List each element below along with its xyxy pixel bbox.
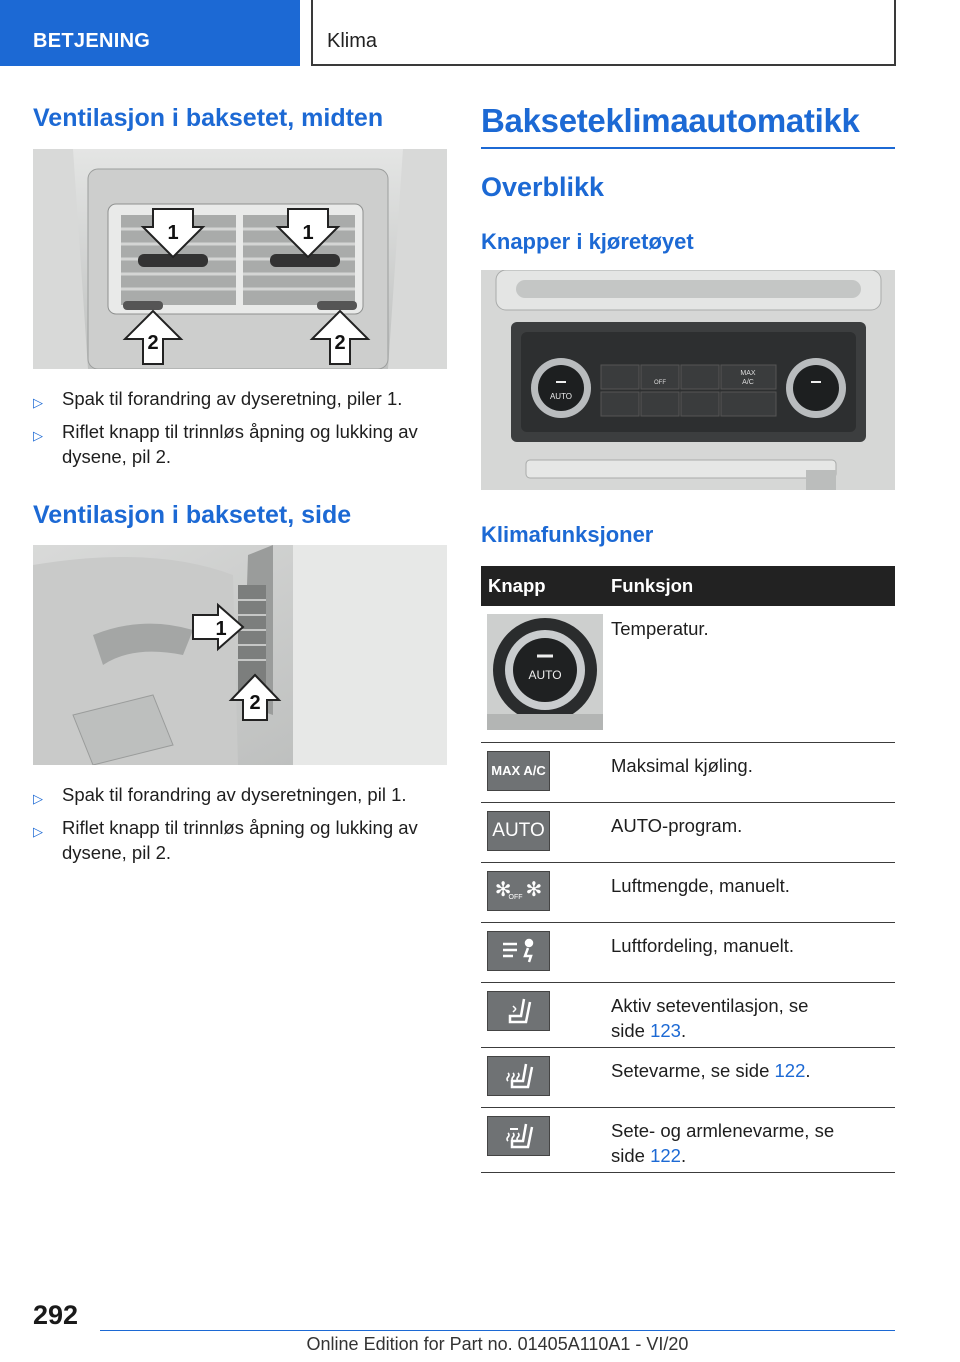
seat-ventilation-icon bbox=[487, 991, 550, 1031]
callout-1a: 1 bbox=[167, 222, 179, 244]
photo-rear-side-vent bbox=[33, 545, 447, 765]
callout-2b: 2 bbox=[334, 332, 346, 354]
chapter-tab bbox=[0, 0, 300, 66]
callout-side-2: 2 bbox=[249, 692, 261, 714]
col-header-function: Funksjon bbox=[604, 566, 895, 606]
panel-max-label: MAX bbox=[740, 370, 756, 377]
triangle-bullet-icon: ▷ bbox=[33, 824, 43, 839]
table-row bbox=[481, 1047, 895, 1107]
page-number: 292 bbox=[33, 1300, 79, 1330]
panel-off-label: OFF bbox=[654, 380, 666, 386]
table-row bbox=[481, 982, 895, 1047]
triangle-bullet-icon: ▷ bbox=[33, 395, 43, 410]
table-row bbox=[481, 862, 895, 922]
function-text: Maksimal kjøling. bbox=[604, 742, 895, 802]
seat-heating-icon bbox=[487, 1056, 550, 1096]
col-header-button: Knapp bbox=[481, 566, 604, 606]
max-ac-icon: MAX A/C bbox=[487, 751, 550, 791]
subtitle-overview: Overblikk bbox=[481, 172, 605, 202]
table-row bbox=[481, 742, 895, 802]
air-distribution-icon bbox=[487, 931, 550, 971]
fan-icon: ✻ OFF ✻ bbox=[487, 871, 550, 911]
table-row bbox=[481, 606, 895, 742]
chapter-label: BETJENING bbox=[33, 30, 151, 52]
edition-note: Online Edition for Part no. 01405A110A1 - VI/20 bbox=[306, 1334, 689, 1354]
page-link[interactable]: 122 bbox=[774, 1059, 806, 1081]
page-link[interactable]: 123 bbox=[650, 1019, 681, 1041]
bullet-list-center-vent bbox=[33, 386, 447, 477]
function-text: Luftmengde, manuelt. bbox=[604, 862, 895, 922]
topic-label: Klima bbox=[327, 30, 378, 52]
table-header-row bbox=[481, 566, 895, 606]
panel-auto-label: AUTO bbox=[549, 392, 573, 401]
page-link[interactable]: 122 bbox=[650, 1144, 681, 1166]
svg-text:AUTO: AUTO bbox=[528, 668, 562, 682]
table-row bbox=[481, 802, 895, 862]
function-text: Aktiv seteventilasjon, se side 123. bbox=[604, 982, 895, 1047]
callout-side-1: 1 bbox=[215, 618, 227, 640]
bullet-list-side-vent bbox=[33, 782, 447, 873]
list-item: ▷ Spak til forandring av dyseretning, piler 1. bbox=[33, 386, 447, 411]
photo-rear-center-vents bbox=[33, 149, 447, 369]
list-item: ▷ Riflet knapp til trinnløs åpning og lukking av dysene, pil 2. bbox=[33, 817, 418, 863]
subtitle-climate-functions: Klimafunksjoner bbox=[481, 522, 654, 547]
callout-1b: 1 bbox=[302, 222, 314, 244]
auto-icon: AUTO bbox=[487, 811, 550, 851]
list-item: ▷ Spak til forandring av dyseretningen, pil 1. bbox=[33, 782, 447, 807]
function-text: Setevarme, se side 122. bbox=[604, 1047, 895, 1107]
seat-armrest-heating-icon bbox=[487, 1116, 550, 1156]
function-text: Temperatur. bbox=[604, 606, 895, 742]
temperature-knob-icon bbox=[487, 614, 603, 730]
function-text: Sete- og armlenevarme, se side 122. bbox=[604, 1107, 895, 1172]
section-title-rear-side-vent: Ventilasjon i baksetet, side bbox=[33, 501, 352, 529]
list-item: ▷ Riflet knapp til trinnløs åpning og lukking av dysene, pil 2. bbox=[33, 421, 418, 467]
callout-2a: 2 bbox=[147, 332, 159, 354]
footer-divider bbox=[100, 1330, 895, 1331]
section-title-rear-center-vent: Ventilasjon i baksetet, midten bbox=[33, 104, 384, 132]
page-title: Baksetеklimaautomatikk bbox=[481, 102, 895, 149]
subtitle-buttons: Knapper i kjøretøyet bbox=[481, 229, 694, 254]
photo-rear-climate-panel bbox=[481, 270, 895, 490]
triangle-bullet-icon: ▷ bbox=[33, 428, 43, 443]
function-text: AUTO-program. bbox=[604, 802, 895, 862]
table-row bbox=[481, 1107, 895, 1172]
topic-tab bbox=[311, 0, 896, 66]
table-row bbox=[481, 922, 895, 982]
triangle-bullet-icon: ▷ bbox=[33, 791, 43, 806]
climate-functions-table bbox=[481, 566, 895, 1173]
function-text: Luftfordeling, manuelt. bbox=[604, 922, 895, 982]
panel-ac-label: A/C bbox=[742, 379, 754, 386]
